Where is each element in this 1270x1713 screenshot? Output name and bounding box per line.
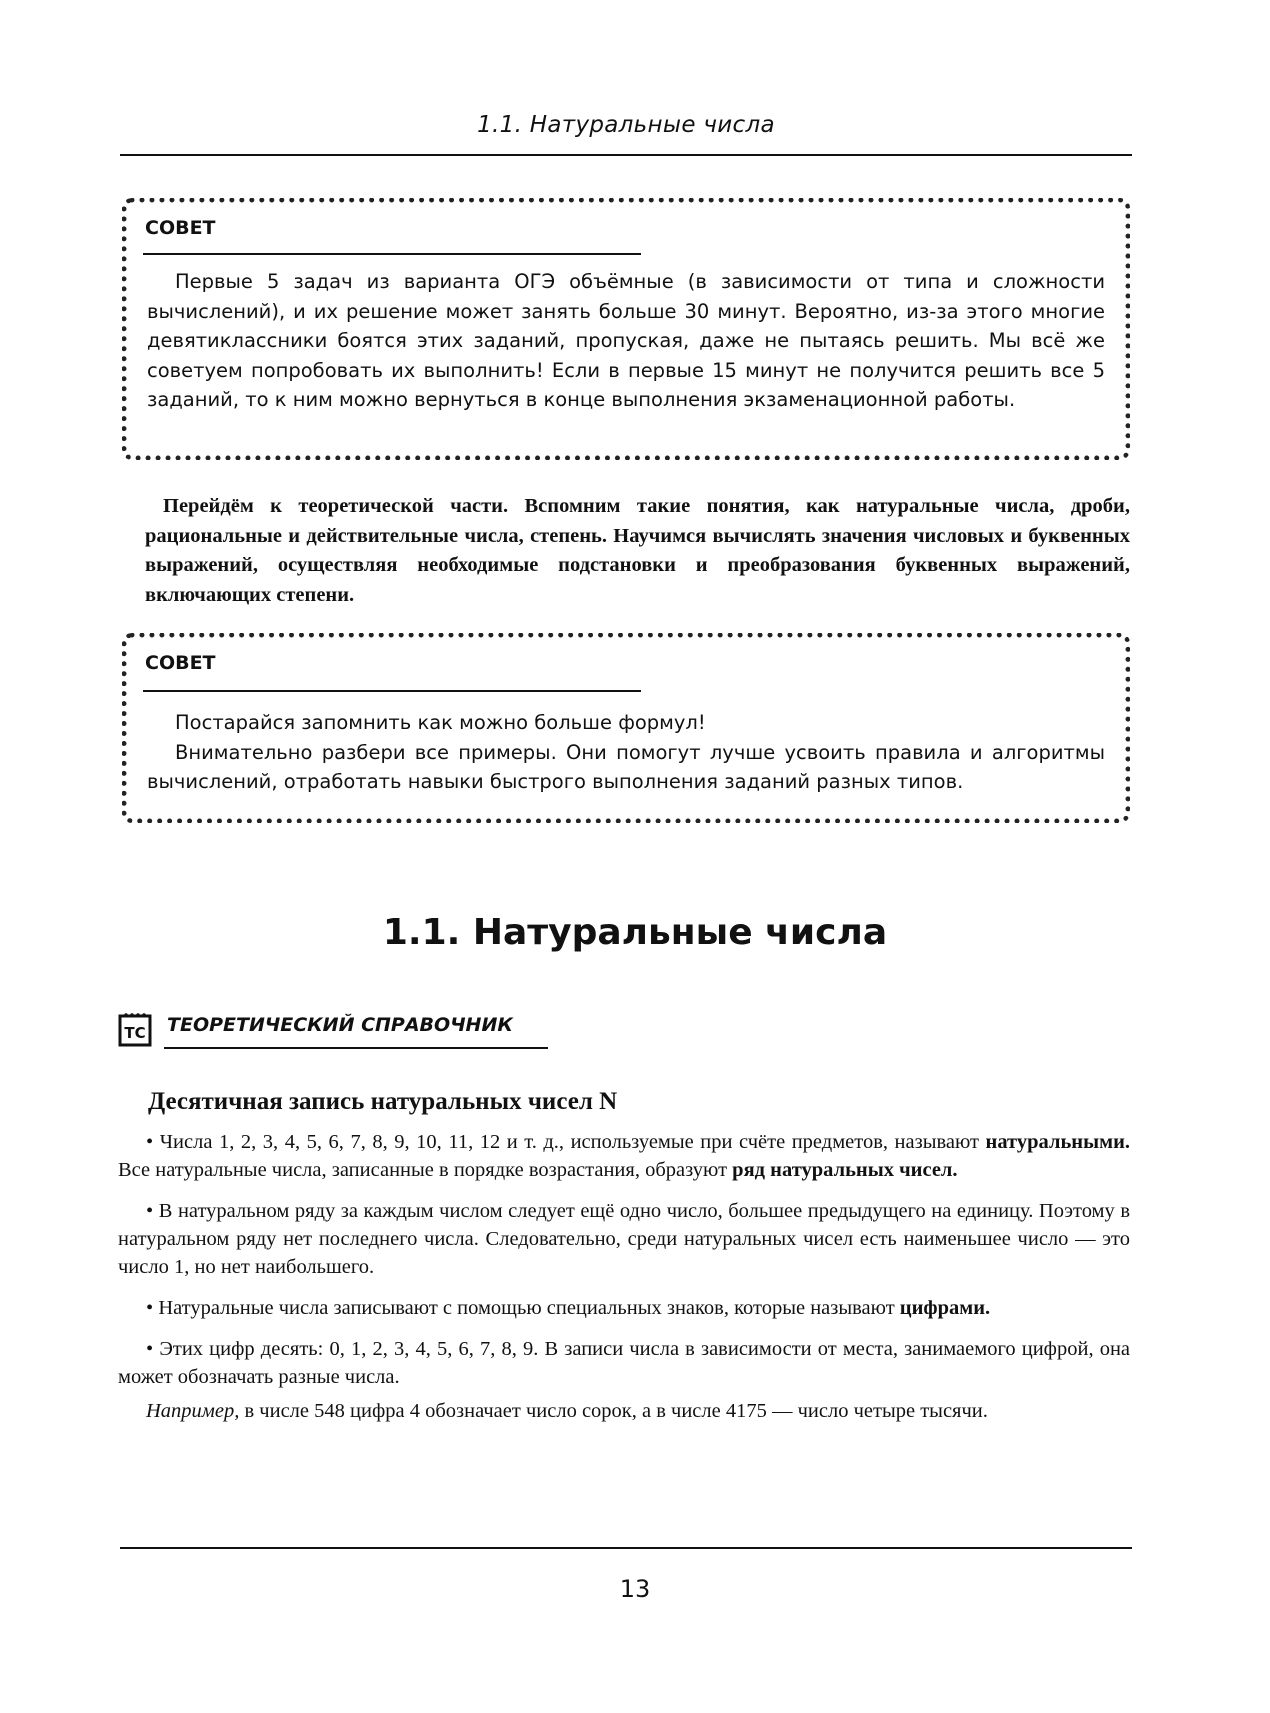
tip-title-rule (143, 690, 641, 692)
section-title: 1.1. Натуральные числа (382, 912, 888, 953)
text: В натуральном ряду за каждым числом следует ещё одно число, большее предыдущего на единицу. Поэтому в натуральном ряду нет последнего числа. Следовательно, среди натуральных чисел есть наименьшее число — это число 1, но нет наибольшего. (118, 1200, 1130, 1278)
list-item (118, 1197, 1130, 1281)
term: цифрами. (899, 1297, 991, 1319)
tip-paragraph: Первые 5 задач из варианта ОГЭ объёмные (в зависимости от типа и сложности вычислений), и их решение может занять больше 30 минут. Вероятно, из-за этого многие девятиклассники боятся этих заданий, пропуская, даже не пытаясь решить. Мы всё же советуем попробовать их выполнить! Если в первые 15 минут не получится решить все 5 заданий, то к ним можно вернуться в конце выполнения экзаменационной работы. (147, 270, 1105, 411)
page-number: 13 (619, 1575, 651, 1603)
term: натуральными. (985, 1131, 1131, 1153)
footer-rule (120, 1547, 1132, 1549)
text: Натуральные числа записывают с помощью специальных знаков, которые называют (158, 1297, 900, 1319)
tip-paragraph: Постарайся запомнить как можно больше формул! (175, 711, 706, 734)
list-item (118, 1335, 1130, 1391)
example-label: Например, (146, 1400, 240, 1422)
bullet: • (146, 1338, 154, 1360)
list-item (118, 1294, 1130, 1322)
reference-rule (164, 1047, 548, 1049)
tip-text (147, 708, 1105, 797)
reference-book-icon (118, 1011, 152, 1047)
tip-title: СОВЕТ (145, 217, 216, 239)
tip-box (122, 633, 1130, 823)
tip-text (147, 267, 1105, 415)
reference-icon-text: ТС (124, 1024, 146, 1042)
header-rule (120, 154, 1132, 156)
bullet: • (146, 1200, 154, 1222)
tip-box (122, 198, 1130, 460)
reference-label: ТЕОРЕТИЧЕСКИЙ СПРАВОЧНИК (167, 1014, 513, 1036)
text: в числе 548 цифра 4 обозначает число сорок, а в числе 4175 — число четыре тысячи. (239, 1400, 988, 1422)
tip-title-rule (143, 253, 641, 255)
text: Все натуральные числа, записанные в порядке возрастания, образуют (118, 1159, 733, 1181)
body-text (118, 1128, 1130, 1438)
list-item (118, 1128, 1130, 1184)
text: Этих цифр десять: 0, 1, 2, 3, 4, 5, 6, 7, 8, 9. В записи числа в зависимости от места, занимаемого цифрой, она может обозначать разные числа. (118, 1338, 1131, 1388)
example-paragraph (118, 1397, 1130, 1425)
bullet: • (146, 1131, 154, 1153)
term: ряд натуральных чисел. (732, 1159, 958, 1181)
tip-paragraph: Внимательно разбери все примеры. Они помогут лучше усвоить правила и алгоритмы вычислений, отработать навыки быстрого выполнения заданий разных типов. (147, 740, 1105, 793)
tip-title: СОВЕТ (145, 652, 216, 674)
bullet: • (146, 1297, 154, 1319)
running-head: 1.1. Натуральные числа (477, 112, 775, 138)
text: Числа 1, 2, 3, 4, 5, 6, 7, 8, 9, 10, 11, 12 и т. д., используемые при счёте предметов, называют (159, 1131, 986, 1153)
subheading: Десятичная запись натуральных чисел N (148, 1088, 618, 1115)
intro-paragraph: Перейдём к теоретической части. Вспомним такие понятия, как натуральные числа, дроби, рациональные и действительные числа, степень. Научимся вычислять значения числовых и буквенных выражений, осуществляя необходимые подстановки и преобразования буквенных выражений, включающих степени. (145, 495, 1130, 606)
